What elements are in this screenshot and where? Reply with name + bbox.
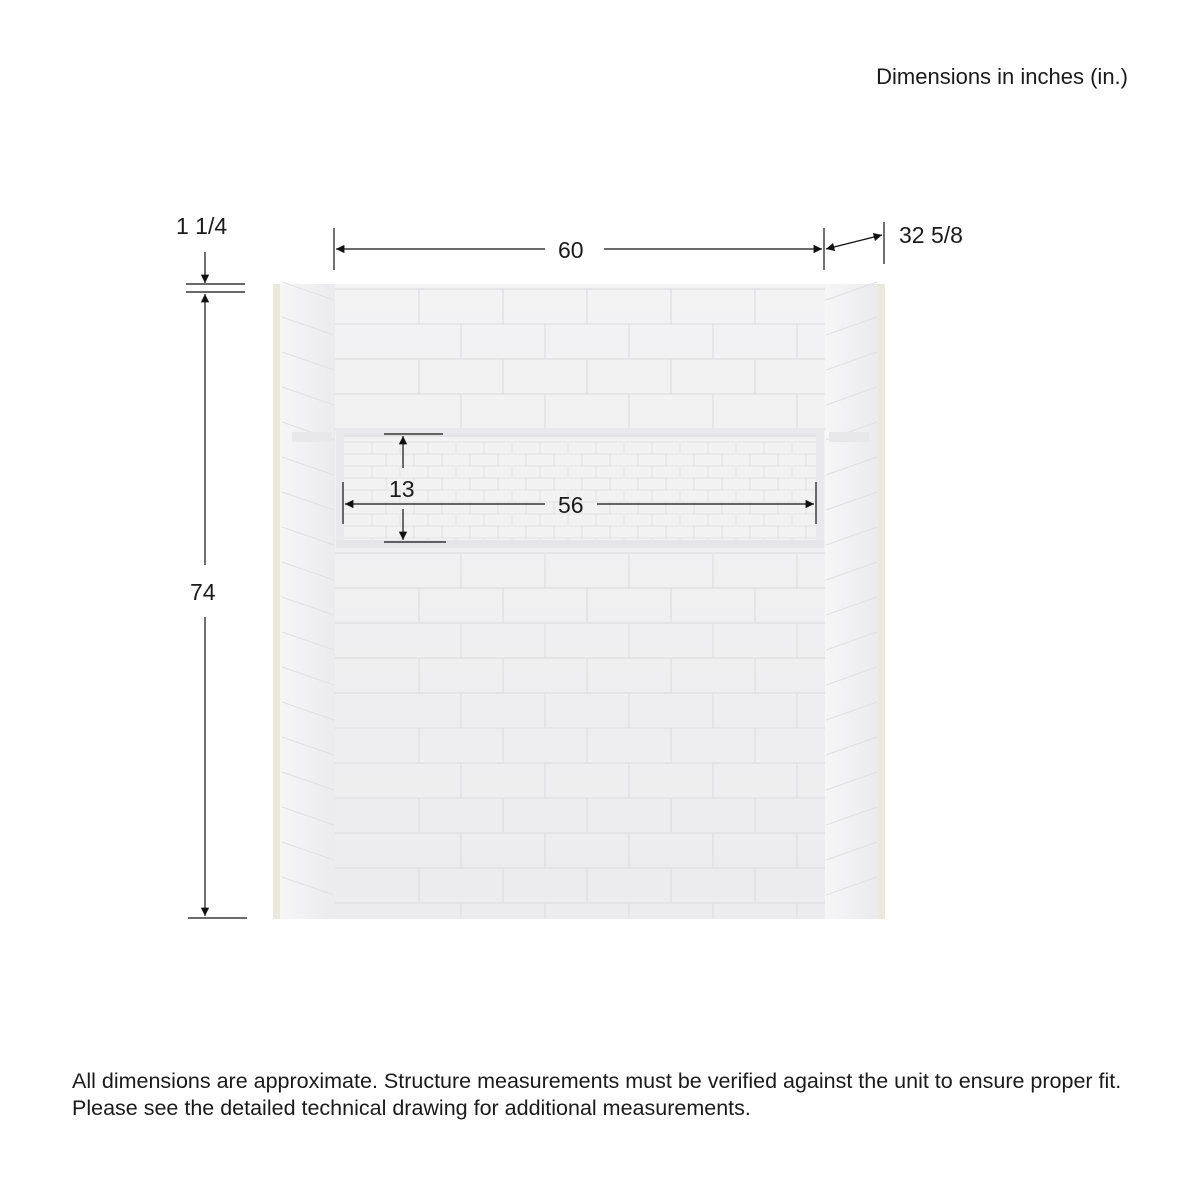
left-edge-trim (273, 284, 281, 919)
depth-dimension (826, 222, 884, 264)
units-note: Dimensions in inches (in.) (876, 64, 1128, 89)
left-ledge (292, 432, 332, 442)
lip-dimension (186, 252, 245, 292)
height-dimension (188, 294, 247, 918)
height-dimension-label: 74 (190, 579, 216, 605)
disclaimer-text: All dimensions are approximate. Structure measurements must be verified against the unit to ensure proper fit. Please see the detailed technical drawing for additional measurements. (72, 1069, 1122, 1120)
back-wall (335, 284, 825, 919)
right-side-wall (825, 284, 878, 919)
lip-dimension-label: 1 1/4 (176, 213, 228, 239)
shelf-height-dimension-label: 13 (389, 476, 415, 502)
right-edge-trim (877, 284, 885, 919)
shelf-width-dimension-label: 56 (558, 492, 584, 518)
left-side-wall (280, 284, 335, 919)
right-ledge (829, 432, 869, 442)
width-dimension-label: 60 (558, 237, 584, 263)
depth-dimension-label: 32 5/8 (899, 222, 963, 248)
